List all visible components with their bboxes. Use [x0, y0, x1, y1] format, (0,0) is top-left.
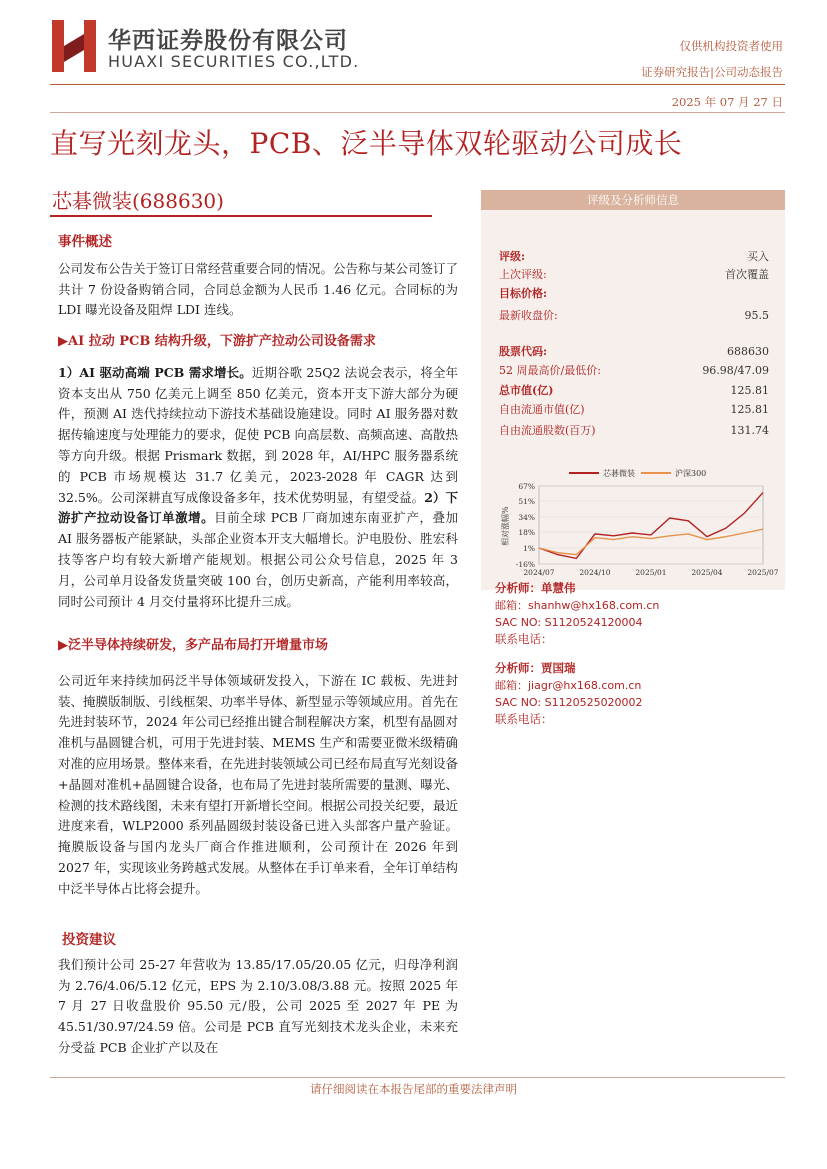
investment-section [58, 930, 458, 1059]
x-tick-label: 2025/07 [747, 568, 779, 577]
summary-heading: 事件概述 [58, 234, 112, 250]
broker-name-cn: 华西证券股份有限公司 [108, 28, 348, 54]
float-shares-row: 自由流通股数(百万) 131.74 [499, 424, 769, 437]
analyst-2 [495, 660, 785, 728]
section-ai-pcb [58, 332, 458, 612]
prev-rating-row: 上次评级: 首次覆盖 [499, 268, 769, 281]
analyst-1-name: 分析师：单慧伟 [495, 581, 576, 595]
point1-text: 近期谷歌 25Q2 法说会表示，将全年资本支出从 750 亿美元上调至 850 亿美元，资本开支下游大部分为硬件，预测 AI 迭代持续拉动下游技术基础设施建设。同时 AI 服务器对数据传输速度与处理能力的要求，促使 PCB 向高层数、高频高速、高散热等方向升级。根据 Prismark 数据，到 2028 年，AI/HPC 服务器系统的 PCB 市场规模达 31.7 亿美元，2023-2028 年 CAGR 达到 32.5%。公司深耕直写成像设备多年，技术优势明显，有望受益。 [58, 364, 458, 505]
point1-title: 1）AI 驱动高端 PCB 需求增长。 [58, 364, 252, 380]
investment-text: 我们预计公司 25-27 年营收为 13.85/17.05/20.05 亿元，归母净利润为 2.76/4.06/5.12 亿元，EPS 为 2.10/3.08/3.88 元。按照 2025 年 7 月 27 日收盘股价 95.50 元/股，公司 2025 至 2027 年 PE 为 45.51/30.97/24.59 倍。公司是 PCB 直写光刻技术龙头企业，未来充分受益 PCB 企业扩产以及在 [58, 956, 458, 1055]
x-tick-label: 2025/04 [691, 568, 723, 577]
analyst-2-sac: SAC NO: S1120525020002 [495, 696, 643, 709]
report-date: 2025 年 07 月 27 日 [671, 95, 783, 109]
company-name: 芯碁微装(688630) [52, 189, 224, 213]
market-cap-row: 总市值(亿) 125.81 [499, 384, 769, 397]
rating-panel-heading: 评级及分析师信息 [481, 190, 785, 210]
legal-notice-footer: 请仔细阅读在本报告尾部的重要法律声明 [310, 1082, 517, 1096]
rating-row: 评级: 买入 [499, 250, 769, 263]
float-market-cap-row: 自由流通市值(亿) 125.81 [499, 403, 769, 416]
relative-performance-chart [481, 460, 785, 585]
section-semiconductor-text: 公司近年来持续加码泛半导体领域研发投入，下游在 IC 载板、先进封装、掩膜版制版、引线框架、功率半导体、新型显示等领域应用。首先在先进封装环节，2024 年公司已经推出键合制程解决方案，机型有晶圆对准机与晶圆键合机，可用于先进封装、MEMS 生产和需要亚微米级精确对准的应用场景。整体来看，在先进封装领域公司已经布局直写光刻设备+晶圆对准机+晶圆键合设备，也布局了先进封装所需要的量测、曝光、检测的技术路线图，未来有望打开新增长空间。根据公司投关纪要，最近进度来看，WLP2000 系列晶圆级封装设备已进入头部客户量产验证。掩膜版设备与国内龙头厂商合作推进顺利，公司预计在 2026 年到 2027 年，实现该业务跨越式发展。从整体在手订单来看，全年订单结构中泛半导体占比将会提升。 [58, 672, 459, 896]
investment-heading: 投资建议 [62, 932, 116, 948]
section-ai-pcb-body [58, 363, 458, 613]
point2-title: 2）下游扩产拉动设备订单激增。 [58, 489, 458, 526]
legend-label-index: 沪深300 [675, 469, 707, 478]
analyst-2-email-label: 邮箱： [495, 679, 528, 692]
x-tick-label: 2024/07 [523, 568, 555, 577]
point2-text: 目前全球 PCB 厂商加速东南亚扩产，叠加 AI 服务器板产能紧缺，头部企业资本开支大幅增长。沪电股份、胜宏科技等客户均有较大新增产能规划。根据公司公众号信息，2025 年 3 月，公司单月设备发货量突破 100 台，创历史新高，产能利用率较高，同时公司预计 4 月交付量将环比提升三成。 [58, 510, 458, 609]
series-line-index [539, 529, 763, 554]
x-tick-label: 2024/10 [579, 568, 611, 577]
rating-panel [481, 190, 785, 590]
y-tick-label: 1% [523, 544, 535, 554]
analyst-1-sac: SAC NO: S1120524120004 [495, 616, 643, 629]
summary-section [58, 232, 458, 321]
analyst-1 [495, 580, 785, 648]
section-semiconductor-heading: ▶泛半导体持续研发，多产品布局打开增量市场 [58, 638, 328, 653]
footer-divider [50, 1077, 785, 1078]
analyst-1-phone-label: 联系电话： [495, 632, 553, 646]
huaxi-logo-icon [52, 20, 96, 72]
y-tick-label: 18% [518, 528, 535, 538]
rating-panel-body [481, 210, 785, 590]
report-title: 直写光刻龙头，PCB、泛半导体双轮驱动公司成长 [50, 127, 683, 160]
y-tick-label: 34% [518, 513, 535, 523]
analyst-1-email-link[interactable]: shanhw@hx168.com.cn [528, 599, 660, 612]
header-divider [50, 84, 785, 85]
date-divider [50, 112, 785, 113]
company-underline [50, 215, 432, 217]
analyst-1-email-label: 邮箱： [495, 599, 528, 612]
summary-text: 公司发布公告关于签订日常经营重要合同的情况。公告称与某公司签订了共计 7 份设备购销合同，合同总金额为人民币 1.46 亿元。合同标的为 LDI 曝光设备及阻焊 LDI 连线。 [58, 260, 459, 318]
broker-name-en: HUAXI SECURITIES CO.,LTD. [108, 52, 360, 71]
stock-code-row: 股票代码: 688630 [499, 345, 769, 358]
analyst-2-name: 分析师：贾国瑞 [495, 661, 576, 675]
analyst-2-email-link[interactable]: jiagr@hx168.com.cn [528, 679, 642, 692]
y-tick-label: 51% [518, 497, 535, 507]
legend-label-stock: 芯碁微装 [603, 469, 635, 478]
report-type: 证券研究报告|公司动态报告 [641, 65, 783, 79]
investor-disclaimer: 仅供机构投资者使用 [679, 39, 783, 53]
series-line-stock [539, 493, 763, 559]
section-semiconductor [58, 636, 458, 900]
target-price-row: 目标价格: [499, 287, 548, 300]
y-tick-label: -16% [515, 560, 535, 569]
close-price-row: 最新收盘价: 95.5 [499, 309, 769, 322]
y-axis-label: 相对涨幅% [501, 506, 510, 546]
section-ai-pcb-heading: ▶AI 拉动 PCB 结构升级，下游扩产拉动公司设备需求 [58, 334, 376, 349]
52wk-range-row: 52 周最高价/最低价: 96.98/47.09 [499, 364, 769, 377]
x-tick-label: 2025/01 [635, 568, 667, 577]
analyst-2-phone-label: 联系电话： [495, 712, 553, 726]
y-tick-label: 67% [518, 482, 535, 491]
